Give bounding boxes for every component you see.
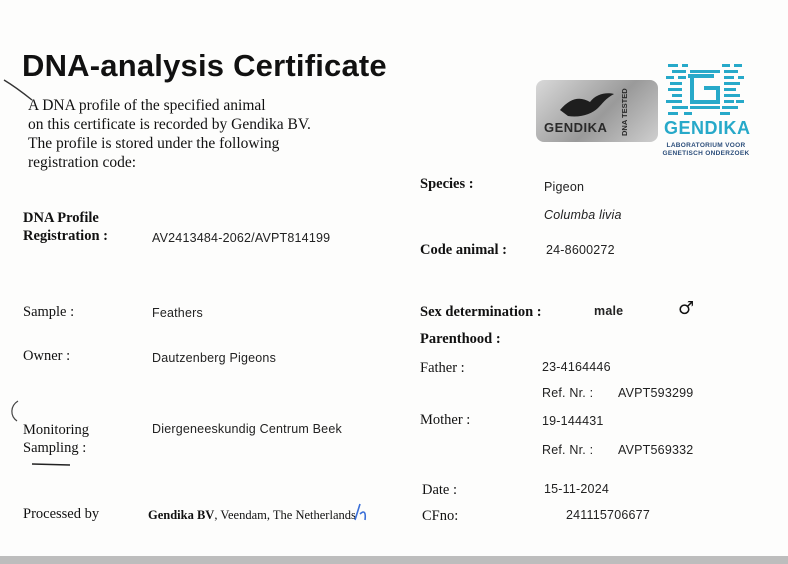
- sampling-label: Sampling :: [23, 440, 87, 456]
- intro-line: on this certificate is recorded by Gendika BV.: [28, 116, 311, 133]
- pen-mark-left: [4, 398, 24, 424]
- species-label: Species :: [420, 176, 474, 192]
- date-value: 15-11-2024: [544, 482, 610, 496]
- page-title: DNA-analysis Certificate: [22, 48, 387, 83]
- sticker-side-text: DNA TESTED: [620, 88, 629, 136]
- registration-value: AV2413484-2062/AVPT814199: [152, 231, 331, 245]
- registration-label: Registration :: [23, 228, 108, 244]
- dna-profile-label: DNA Profile: [23, 210, 99, 226]
- processed-company: Gendika BV: [148, 508, 215, 522]
- gendika-logo-subtitle: [662, 142, 750, 158]
- species-value: Pigeon: [544, 180, 585, 194]
- signature-mark: [352, 500, 370, 524]
- sex-determination-label: Sex determination :: [420, 304, 542, 320]
- sample-label: Sample :: [23, 304, 75, 320]
- mother-value: 19-144431: [542, 414, 604, 428]
- intro-line: The profile is stored under the following: [28, 135, 280, 152]
- gendika-logo-icon: [664, 62, 746, 118]
- gendika-logo-name: GENDIKA: [664, 118, 751, 138]
- sample-value: Feathers: [152, 306, 203, 320]
- father-label: Father :: [420, 360, 465, 376]
- sticker-brand-text: GENDIKA: [544, 120, 608, 135]
- mother-label: Mother :: [420, 412, 471, 428]
- owner-value: Dautzenberg Pigeons: [152, 351, 277, 365]
- monitoring-value: Diergeneeskundig Centrum Beek: [152, 422, 342, 436]
- parenthood-label: Parenthood :: [420, 331, 501, 347]
- logo-subtitle-line: GENETISCH ONDERZOEK: [662, 150, 750, 157]
- father-ref-value: AVPT593299: [618, 386, 694, 400]
- father-ref-label: Ref. Nr. :: [542, 386, 594, 400]
- code-animal-label: Code animal :: [420, 242, 507, 258]
- processed-location: , Veendam, The Netherlands: [214, 508, 356, 522]
- species-latin-value: Columba livia: [544, 208, 622, 222]
- logo-subtitle-line: LABORATORIUM VOOR: [666, 142, 746, 149]
- owner-label: Owner :: [23, 348, 71, 364]
- male-symbol-icon: ♂: [678, 298, 695, 319]
- processed-value: [148, 508, 356, 523]
- dna-tested-sticker: [536, 80, 658, 142]
- father-value: 23-4164446: [542, 360, 611, 374]
- mother-ref-value: AVPT569332: [618, 443, 694, 457]
- date-label: Date :: [422, 482, 458, 498]
- scan-edge: [0, 556, 788, 564]
- cfno-label: CFno:: [422, 508, 459, 524]
- code-animal-value: 24-8600272: [546, 243, 615, 257]
- intro-line: registration code:: [28, 154, 137, 171]
- cfno-value: 241115706677: [566, 508, 650, 522]
- intro-text: [28, 96, 358, 172]
- mother-ref-label: Ref. Nr. :: [542, 443, 594, 457]
- pen-underline: [30, 460, 74, 468]
- intro-line: A DNA profile of the specified animal: [28, 97, 266, 114]
- sex-value: male: [594, 304, 624, 318]
- bird-icon: [556, 88, 616, 122]
- monitoring-label: Monitoring: [23, 422, 90, 438]
- processed-label: Processed by: [23, 506, 100, 522]
